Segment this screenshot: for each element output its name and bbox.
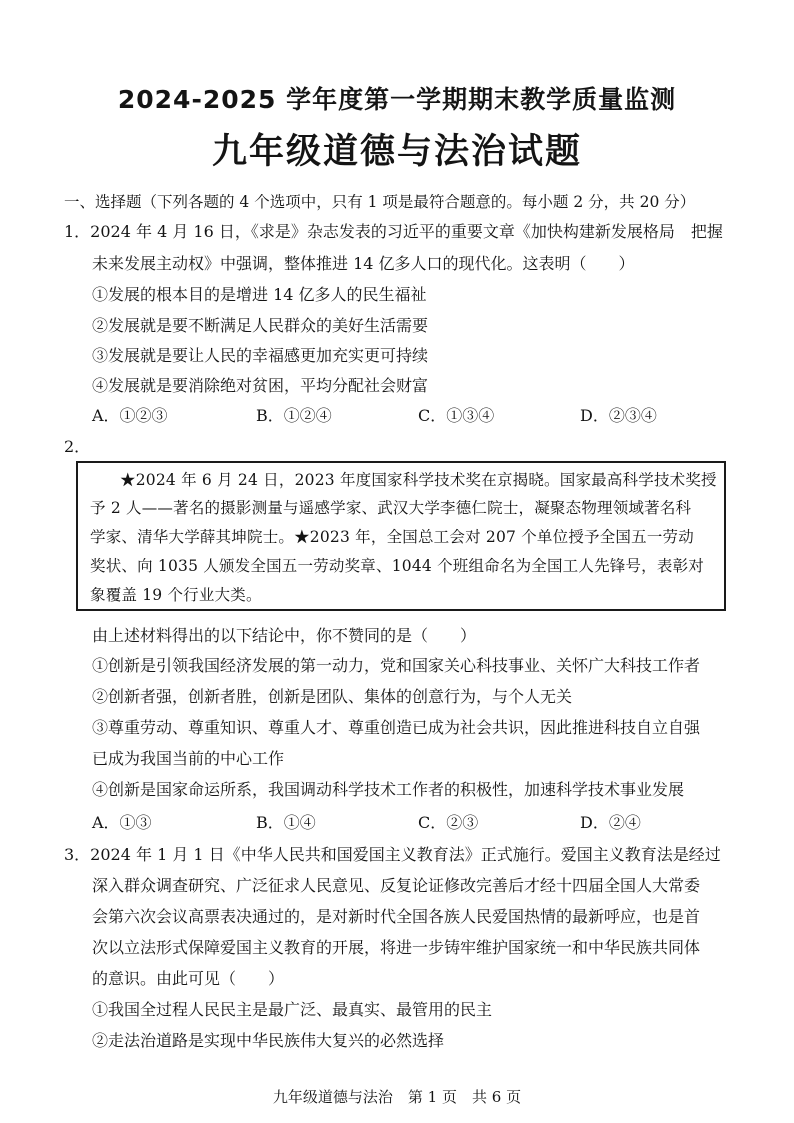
material-line-1: ★2024 年 6 月 24 日，2023 年度国家科学技术奖在京揭晓。国家最高科学技术奖授 (120, 471, 717, 489)
q2-statement-4: ④创新是国家命运所系，我国调动科学技术工作者的积极性，加速科学技术事业发展 (92, 780, 685, 799)
q2-number: 2． (64, 437, 91, 456)
section-heading: 一、选择题（下列各题的 4 个选项中，只有 1 项是最符合题意的。每小题 2 分，共 20 分） (64, 193, 696, 211)
page-footer: 九年级道德与法治 第 1 页 共 6 页 (272, 1088, 522, 1106)
q2-option-a: A．①③ (92, 813, 152, 832)
q2-option-d: D．②④ (580, 813, 641, 832)
q1-option-c: C．①③④ (418, 406, 495, 425)
q2-statement-3: ③尊重劳动、尊重知识、尊重人才、尊重创造已成为社会共识，因此推进科技自立自强 (92, 718, 701, 737)
q3-line-4: 次以立法形式保障爱国主义教育的开展，将进一步铸牢维护国家统一和中华民族共同体 (92, 938, 701, 957)
material-line-3: 学家、清华大学薛其坤院士。★2023 年，全国总工会对 207 个单位授予全国五一劳动 (90, 528, 694, 546)
q1-option-b: B．①②④ (256, 406, 332, 425)
q3-line-2: 深入群众调查研究、广泛征求人民意见、反复论证修改完善后才经十四届全国人大常委 (92, 876, 701, 895)
material-line-2: 予 2 人——著名的摄影测量与遥感学家、武汉大学李德仁院士，凝聚态物理领域著名科 (90, 499, 692, 517)
q2-option-c: C．②③ (418, 813, 479, 832)
q2-option-b: B．①④ (256, 813, 316, 832)
q2-stem: 由上述材料得出的以下结论中，你不赞同的是（ ） (92, 626, 477, 645)
material-line-4: 奖状、向 1035 人颁发全国五一劳动奖章、1044 个班组命名为全国工人先锋号，表彰对 (90, 557, 704, 575)
q3-line-5: 的意识。由此可见（ ） (92, 969, 285, 988)
q1-line-1: 1．2024 年 4 月 16 日，《求是》杂志发表的习近平的重要文章《加快构建新发展格局 把握 (64, 222, 723, 241)
q1-option-a: A．①②③ (92, 406, 168, 425)
q2-statement-3-cont: 已成为我国当前的中心工作 (92, 749, 285, 768)
q2-statement-1: ①创新是引领我国经济发展的第一动力，党和国家关心科技事业、关怀广大科技工作者 (92, 656, 701, 675)
q1-statement-2: ②发展就是要不断满足人民群众的美好生活需要 (92, 316, 429, 335)
q3-line-1: 3．2024 年 1 月 1 日《中华人民共和国爱国主义教育法》正式施行。爱国主义教育法是经过 (64, 845, 721, 864)
q1-statement-3: ③发展就是要让人民的幸福感更加充实更可持续 (92, 346, 429, 365)
q1-statement-4: ④发展就是要消除绝对贫困，平均分配社会财富 (92, 376, 429, 395)
q3-statement-2: ②走法治道路是实现中华民族伟大复兴的必然选择 (92, 1031, 445, 1050)
q1-line-2: 未来发展主动权》中强调，整体推进 14 亿多人口的现代化。这表明（ ） (92, 254, 635, 273)
q1-statement-1: ①发展的根本目的是增进 14 亿多人的民生福祉 (92, 285, 427, 304)
q2-statement-2: ②创新者强，创新者胜，创新是团队、集体的创意行为，与个人无关 (92, 687, 573, 706)
material-line-5: 象覆盖 19 个行业大类。 (90, 586, 262, 604)
subject-title: 九年级道德与法治试题 (211, 132, 582, 172)
q3-line-3: 会第六次会议高票表决通过的，是对新时代全国各族人民爱国热情的最新呼应，也是首 (92, 907, 701, 926)
q1-option-d: D．②③④ (580, 406, 657, 425)
exam-title: 2024-2025 学年度第一学期期末教学质量监测 (117, 85, 677, 114)
q3-statement-1: ①我国全过程人民民主是最广泛、最真实、最管用的民主 (92, 1000, 493, 1019)
